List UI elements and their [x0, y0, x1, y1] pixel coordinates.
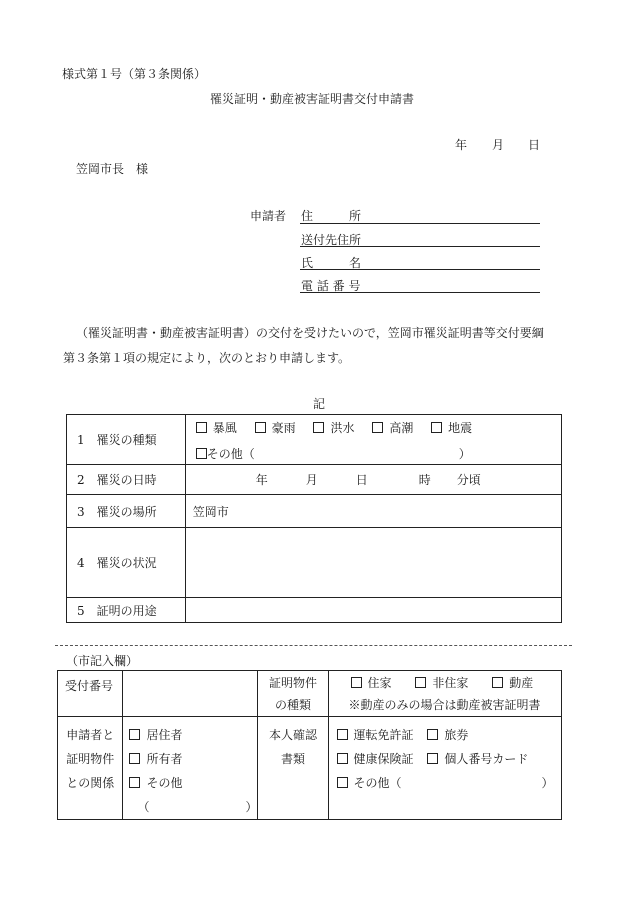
- applicant-address-label: 住 所: [301, 209, 362, 223]
- applicant-name-line[interactable]: [300, 269, 540, 270]
- property-note: ※動産のみの場合は動産被害証明書: [348, 697, 541, 712]
- property-type-label: 証明物件 の種類: [258, 671, 328, 717]
- checkbox-icon[interactable]: [351, 677, 362, 688]
- checkbox-icon[interactable]: [427, 729, 438, 740]
- row-label-disaster-datetime: 2 罹災の日時: [67, 465, 186, 495]
- applicant-delivery-address-label: 送付先住所: [301, 233, 362, 247]
- checkbox-icon[interactable]: [255, 422, 266, 433]
- applicant-phone-label: 電 話 番 号: [301, 279, 361, 293]
- checkbox-icon[interactable]: [431, 422, 442, 433]
- table-row: [67, 465, 562, 495]
- datetime-day: 日: [355, 473, 368, 487]
- checkbox-passport[interactable]: 旅券: [427, 728, 468, 742]
- checkbox-id-other[interactable]: その他（: [337, 776, 402, 790]
- checkbox-health-insurance-card[interactable]: 健康保険証: [337, 752, 414, 766]
- checkbox-icon[interactable]: [129, 729, 140, 740]
- row-label-disaster-type: 1 罹災の種類: [67, 415, 186, 465]
- main-table: [66, 414, 562, 623]
- id-other-close-paren: ）: [541, 776, 554, 790]
- applicant-label: 申請者: [250, 209, 287, 223]
- datetime-minute: 分頃: [456, 473, 481, 487]
- table-row: [67, 495, 562, 528]
- disaster-status-field[interactable]: [185, 528, 561, 598]
- checkbox-icon[interactable]: [129, 777, 140, 788]
- document-title: 罹災証明・動産被害証明書交付申請書: [210, 92, 415, 106]
- checkbox-icon[interactable]: [372, 422, 383, 433]
- receipt-number-label: 受付番号: [58, 671, 123, 717]
- checkbox-storm-surge[interactable]: 高潮: [372, 421, 413, 435]
- date-month: 月: [492, 138, 505, 152]
- disaster-type-options: [185, 415, 561, 465]
- table-row: [58, 671, 562, 717]
- ki-heading: 記: [313, 397, 326, 411]
- checkbox-icon[interactable]: [337, 753, 348, 764]
- certificate-purpose-field[interactable]: [185, 598, 561, 623]
- applicant-address-line[interactable]: [300, 223, 540, 224]
- checkbox-residence[interactable]: 住家: [351, 676, 392, 690]
- checkbox-icon[interactable]: [337, 777, 348, 788]
- checkbox-flood[interactable]: 洪水: [313, 421, 354, 435]
- datetime-month: 月: [305, 473, 318, 487]
- applicant-delivery-address-line[interactable]: [300, 246, 540, 247]
- relation-options: [123, 717, 258, 820]
- checkbox-owner[interactable]: 所有者: [129, 747, 257, 771]
- cut-line-divider: [55, 645, 572, 646]
- disaster-datetime-field[interactable]: [185, 465, 561, 495]
- datetime-year: 年: [255, 473, 268, 487]
- addressee: 笠岡市長 様: [76, 162, 149, 176]
- receipt-number-field[interactable]: [123, 671, 258, 717]
- table-row: [67, 528, 562, 598]
- table-row: [58, 717, 562, 820]
- checkbox-my-number-card[interactable]: 個人番号カード: [427, 752, 528, 766]
- checkbox-icon[interactable]: [129, 753, 140, 764]
- checkbox-earthquake[interactable]: 地震: [431, 421, 472, 435]
- checkbox-drivers-license[interactable]: 運転免許証: [337, 728, 414, 742]
- body-text-line-1: （罹災証明書・動産被害証明書）の交付を受けたいので，笠岡市罹災証明書等交付要綱: [76, 326, 544, 340]
- body-text-line-2: 第３条第１項の規定により，次のとおり申請します。: [63, 351, 351, 365]
- checkbox-other[interactable]: その他（: [196, 447, 255, 461]
- checkbox-icon[interactable]: [415, 677, 426, 688]
- date-day: 日: [528, 138, 541, 152]
- checkbox-non-residence[interactable]: 非住家: [415, 676, 468, 690]
- checkbox-icon[interactable]: [313, 422, 324, 433]
- checkbox-storm[interactable]: 暴風: [196, 421, 237, 435]
- id-document-options: [328, 717, 562, 820]
- checkbox-icon[interactable]: [492, 677, 503, 688]
- checkbox-relation-other[interactable]: その他: [129, 771, 257, 795]
- checkbox-icon[interactable]: [196, 422, 207, 433]
- checkbox-movable-property[interactable]: 動産: [492, 676, 533, 690]
- disaster-location-field[interactable]: 笠岡市: [185, 495, 561, 528]
- checkbox-icon[interactable]: [337, 729, 348, 740]
- row-label-disaster-status: 4 罹災の状況: [67, 528, 186, 598]
- row-label-disaster-location: 3 罹災の場所: [67, 495, 186, 528]
- table-row: [67, 598, 562, 623]
- office-section-title: （市記入欄）: [66, 654, 139, 668]
- other-close-paren: ）: [458, 447, 471, 461]
- relation-other-field[interactable]: （ ）: [137, 800, 258, 814]
- checkbox-heavy-rain[interactable]: 豪雨: [255, 421, 296, 435]
- id-document-label: 本人確認 書類: [258, 717, 328, 820]
- date-year: 年: [455, 138, 468, 152]
- applicant-name-label: 氏 名: [301, 256, 362, 270]
- form-number: 様式第１号（第３条関係）: [62, 67, 207, 81]
- datetime-hour: 時: [418, 473, 431, 487]
- office-table: [57, 670, 562, 820]
- checkbox-icon[interactable]: [196, 448, 207, 459]
- relation-label: 申請者と 証明物件 との関係: [58, 717, 123, 820]
- applicant-phone-line[interactable]: [300, 292, 540, 293]
- row-label-certificate-purpose: 5 証明の用途: [67, 598, 186, 623]
- table-row: [67, 415, 562, 465]
- checkbox-resident[interactable]: 居住者: [129, 723, 257, 747]
- property-type-options: [328, 671, 562, 717]
- checkbox-icon[interactable]: [427, 753, 438, 764]
